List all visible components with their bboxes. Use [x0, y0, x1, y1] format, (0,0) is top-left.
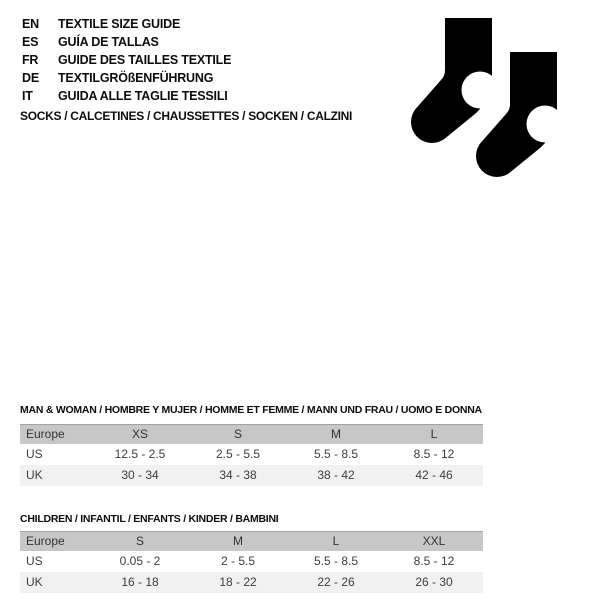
size-value: 2 - 5.5	[220, 554, 256, 568]
language-row-fr	[22, 51, 231, 69]
language-code: FR	[22, 53, 39, 67]
column-header-size: L	[332, 534, 340, 548]
language-row-de	[22, 69, 231, 87]
table-row-uk	[20, 465, 483, 486]
socks-icon	[400, 0, 580, 190]
column-header-size: S	[233, 427, 242, 441]
row-label: US	[26, 447, 43, 461]
language-label: GUIDE DES TAILLES TEXTILE	[58, 53, 232, 67]
table-row-us	[20, 444, 483, 465]
size-value: 26 - 30	[415, 575, 453, 589]
size-table-man-woman	[20, 424, 483, 486]
size-value: 22 - 26	[317, 575, 355, 589]
size-value: 5.5 - 8.5	[313, 447, 359, 461]
size-value: 8.5 - 12	[413, 554, 455, 568]
size-value: 2.5 - 5.5	[215, 447, 261, 461]
size-value: 8.5 - 12	[413, 447, 455, 461]
language-list	[22, 15, 231, 105]
row-label: UK	[26, 575, 43, 589]
size-value: 38 - 42	[317, 468, 355, 482]
column-header-region: Europe	[26, 534, 65, 548]
column-header-size: M	[331, 427, 341, 441]
language-label: TEXTILE SIZE GUIDE	[58, 17, 181, 31]
size-value: 18 - 22	[219, 575, 257, 589]
language-code: DE	[22, 71, 39, 85]
table-header-row	[20, 424, 483, 444]
column-header-size: M	[233, 534, 243, 548]
language-label: TEXTILGRÖßENFÜHRUNG	[58, 71, 214, 85]
table-title-man-woman: MAN & WOMAN / HOMBRE Y MUJER / HOMME ET FEMME / MANN UND FRAU / UOMO E DONNA	[20, 404, 482, 416]
table-title-children: CHILDREN / INFANTIL / ENFANTS / KINDER / BAMBINI	[20, 513, 279, 525]
language-code: EN	[22, 17, 39, 31]
row-label: US	[26, 554, 43, 568]
table-row-us	[20, 551, 483, 572]
table-row-uk	[20, 572, 483, 593]
language-label: GUÍA DE TALLAS	[58, 35, 159, 49]
column-header-size: L	[430, 427, 438, 441]
size-value: 0.05 - 2	[119, 554, 161, 568]
language-code: ES	[22, 35, 39, 49]
size-value: 34 - 38	[219, 468, 257, 482]
size-table-children	[20, 531, 483, 593]
table-header-row	[20, 531, 483, 551]
column-header-size: S	[135, 534, 144, 548]
language-row-es	[22, 33, 231, 51]
language-row-it	[22, 87, 231, 105]
row-label: UK	[26, 468, 43, 482]
size-value: 5.5 - 8.5	[313, 554, 359, 568]
size-value: 16 - 18	[121, 575, 159, 589]
language-code: IT	[22, 89, 33, 103]
language-row-en	[22, 15, 231, 33]
language-label: GUIDA ALLE TAGLIE TESSILI	[58, 89, 228, 103]
category-title: SOCKS / CALCETINES / CHAUSSETTES / SOCKEN / CALZINI	[20, 109, 353, 123]
column-header-size: XS	[131, 427, 148, 441]
column-header-size: XXL	[422, 534, 446, 548]
size-value: 12.5 - 2.5	[114, 447, 166, 461]
column-header-region: Europe	[26, 427, 65, 441]
size-value: 30 - 34	[121, 468, 159, 482]
size-value: 42 - 46	[415, 468, 453, 482]
